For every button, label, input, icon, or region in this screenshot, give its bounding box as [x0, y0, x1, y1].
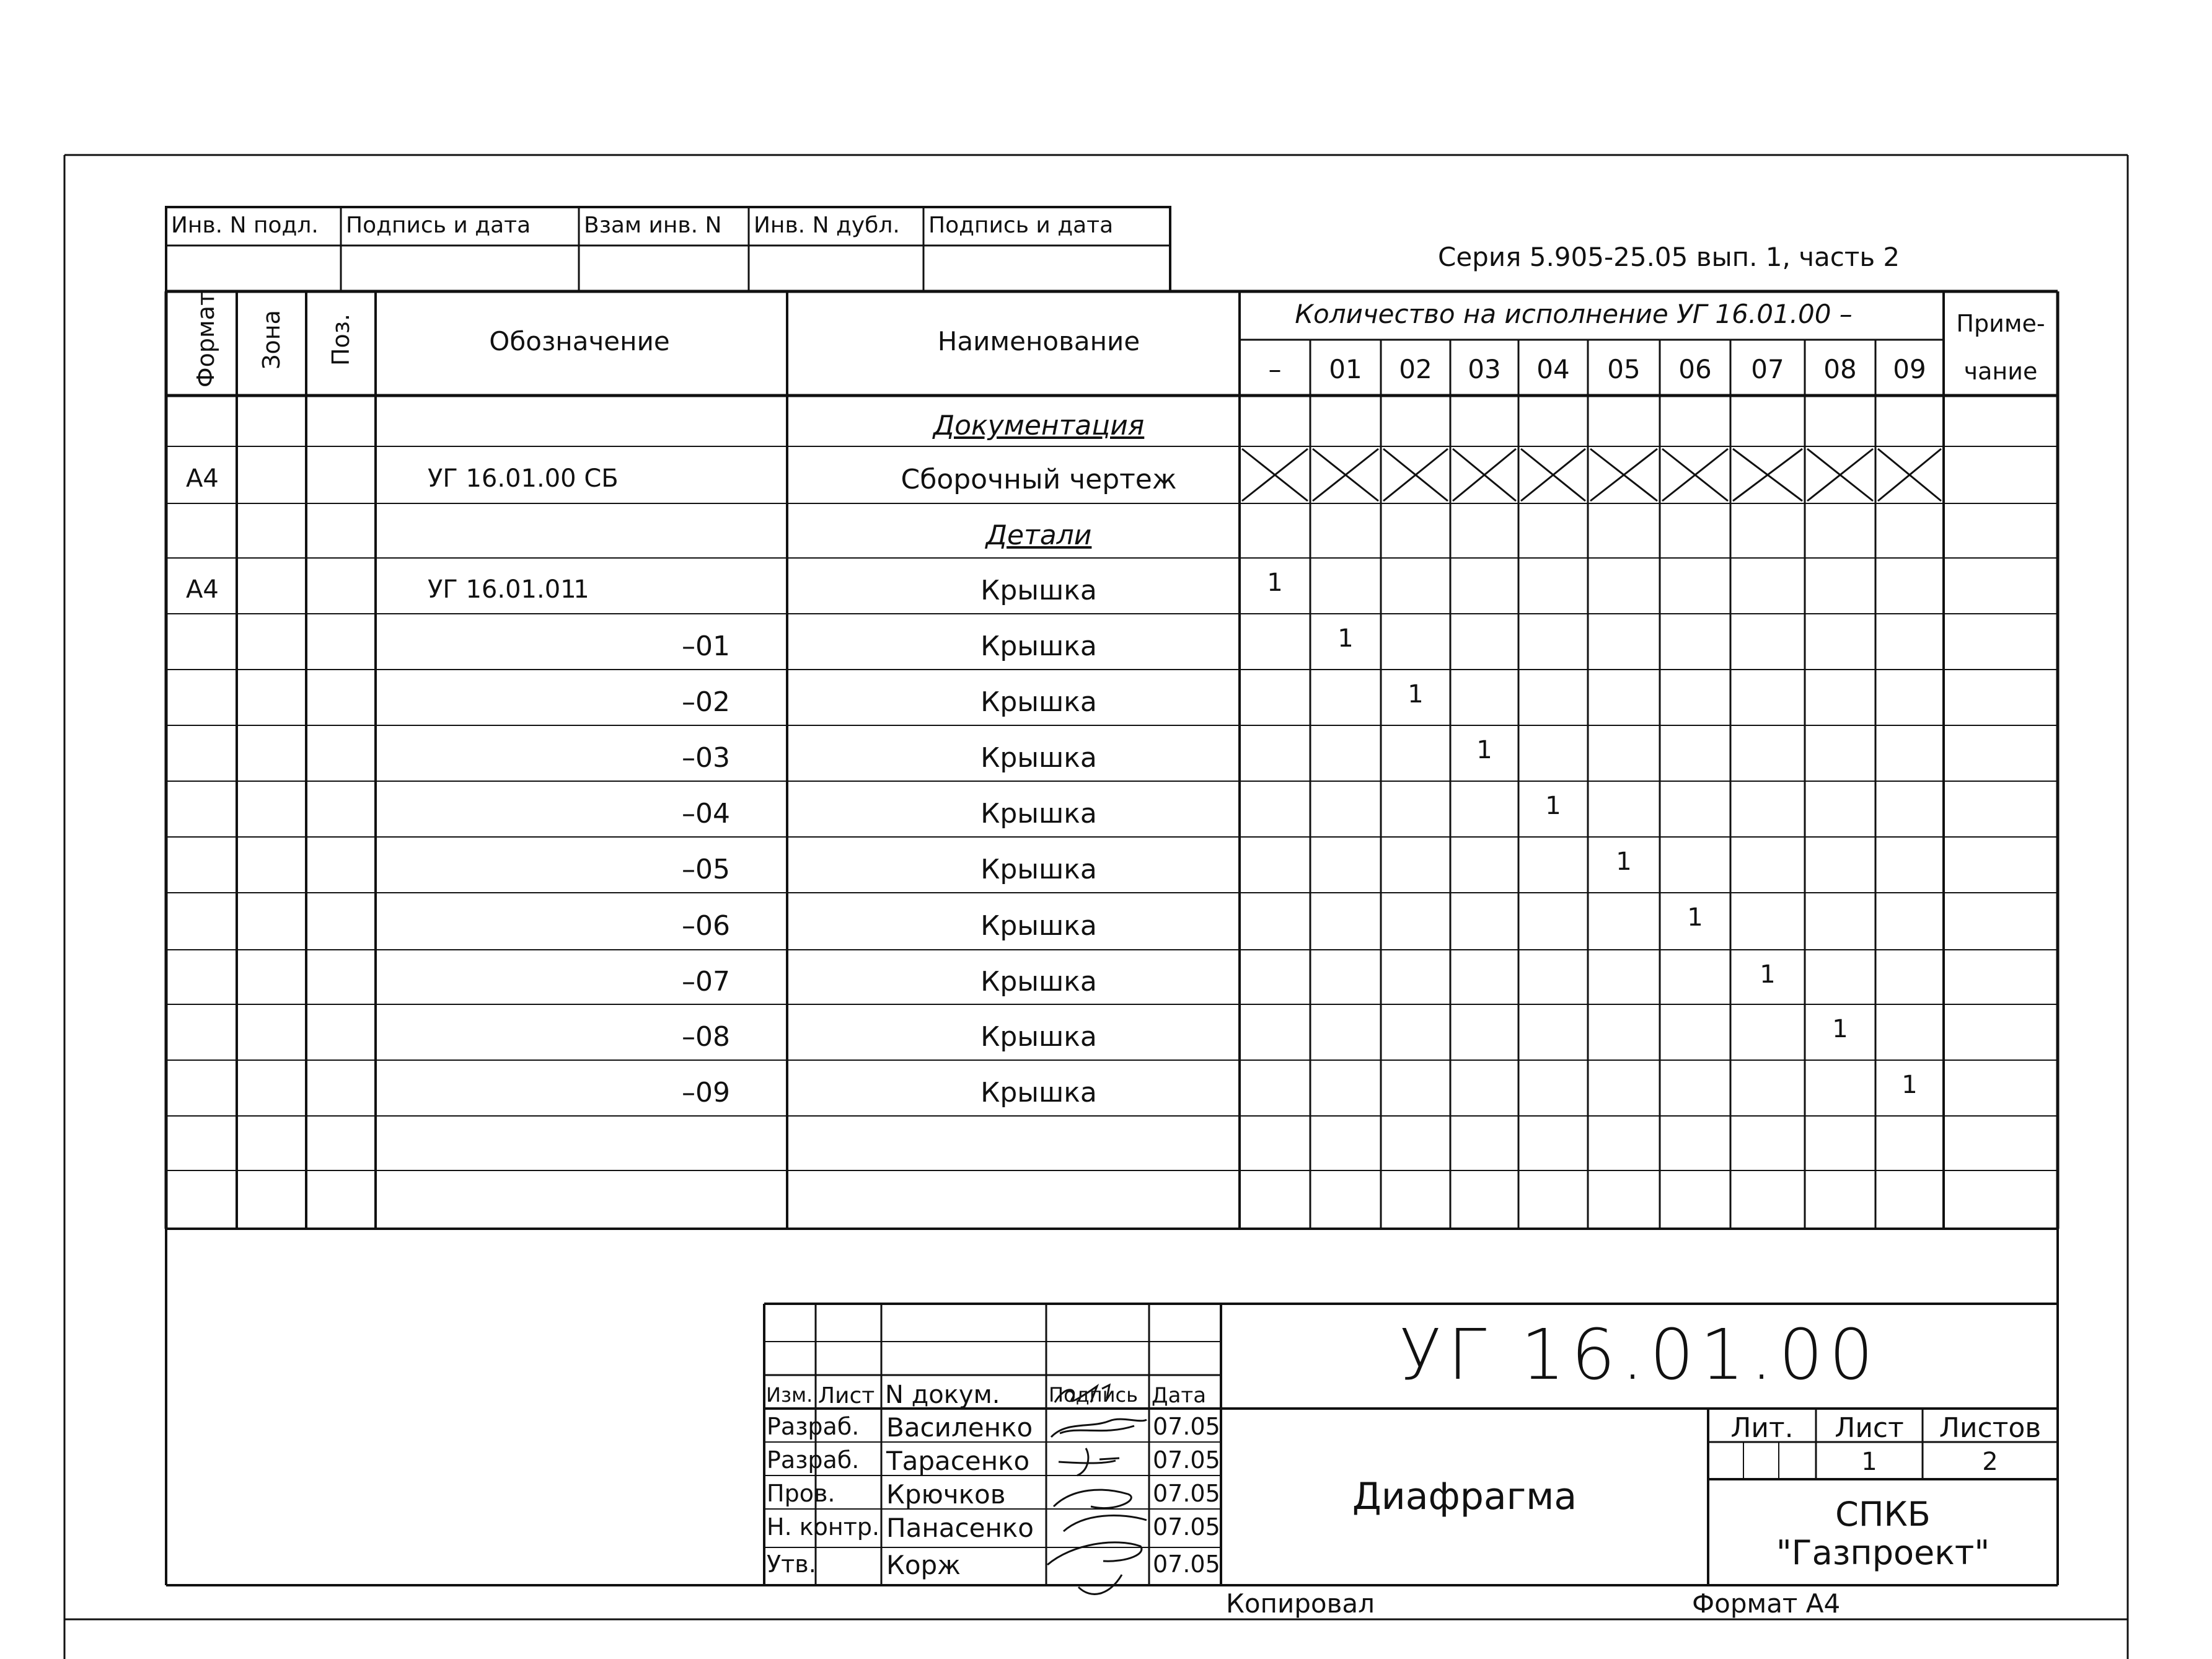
document-designation: УГ 16.01.00	[1399, 1315, 1880, 1396]
cell-designation: УГ 16.01.00 СБ	[428, 464, 619, 493]
cell-name: Крышка	[980, 630, 1097, 662]
cell-quantity: 1	[1267, 568, 1283, 597]
variant-col-header: 06	[1678, 354, 1712, 384]
signer-role: Пров.	[767, 1480, 835, 1507]
cell-name: Крышка	[980, 1077, 1097, 1108]
cell-name: Крышка	[980, 686, 1097, 718]
signer-role: Н. контр.	[767, 1513, 880, 1541]
cell-designation: УГ 16.01.01	[428, 575, 576, 604]
signer-role: Утв.	[767, 1551, 816, 1578]
signer-role: Разраб.	[767, 1446, 860, 1474]
cell-designation: –08	[682, 1021, 730, 1053]
signer-name: Крючков	[886, 1479, 1006, 1510]
cell-quantity: 1	[1545, 792, 1561, 820]
document-title: Диафрагма	[1352, 1475, 1577, 1518]
sheets-count: 2	[1982, 1448, 1998, 1476]
cell-name: Крышка	[980, 575, 1097, 606]
variant-col-header: 08	[1823, 354, 1857, 384]
cell-name: Сборочный чертеж	[901, 464, 1177, 495]
sheets-label: Листов	[1939, 1412, 2042, 1444]
header-format: Формат	[192, 291, 219, 388]
signature-vasilenko	[1055, 1385, 1109, 1402]
sheet-number: 1	[1861, 1448, 1877, 1476]
org-line1: СПКБ	[1835, 1495, 1931, 1534]
signer-date: 07.05	[1153, 1446, 1220, 1474]
cell-designation: –07	[682, 966, 730, 998]
stamp-label-vzam-inv: Взам инв. N	[584, 213, 722, 238]
header-zone: Зона	[258, 310, 285, 369]
cell-quantity: 1	[1901, 1071, 1918, 1099]
header-note-line1: Приме-	[1956, 310, 2045, 337]
signature-tarasenko	[1051, 1419, 1147, 1437]
cell-format: А4	[186, 575, 219, 604]
header-name: Наименование	[937, 326, 1140, 356]
signer-name: Панасенко	[886, 1513, 1034, 1543]
stamp-label-sign-date-1: Подпись и дата	[346, 213, 531, 238]
signer-date: 07.05	[1153, 1551, 1220, 1578]
cell-designation: –09	[682, 1077, 730, 1108]
signer-role: Разраб.	[767, 1413, 860, 1440]
signature-panasenko	[1054, 1490, 1147, 1531]
lit-label: Лит.	[1730, 1412, 1794, 1444]
variant-col-header: 07	[1751, 354, 1784, 384]
series-header: Серия 5.905-25.05 вып. 1, часть 2	[1438, 242, 1900, 272]
col-doc: N докум.	[885, 1381, 1000, 1409]
header-quantity: Количество на исполнение УГ 16.01.00 –	[1295, 299, 1853, 329]
cell-name: Крышка	[980, 854, 1097, 885]
variant-col-header: 02	[1399, 354, 1432, 384]
stamp-label-inv-podl: Инв. N подл.	[171, 213, 319, 238]
sheet-label: Лист	[1835, 1412, 1904, 1444]
signer-date: 07.05	[1153, 1513, 1220, 1541]
variant-col-header: 01	[1329, 354, 1362, 384]
signature-korzh	[1047, 1542, 1142, 1595]
signer-name: Василенко	[886, 1412, 1033, 1443]
cell-designation: –04	[682, 798, 730, 830]
col-sign: Подпись	[1049, 1383, 1138, 1407]
cell-name: Крышка	[980, 910, 1097, 942]
cell-designation: –03	[682, 742, 730, 774]
footer-format: Формат А4	[1692, 1588, 1841, 1619]
variant-col-header: 03	[1468, 354, 1501, 384]
section-heading: Детали	[985, 520, 1092, 551]
cell-quantity: 1	[1687, 903, 1703, 932]
variant-col-header: 04	[1536, 354, 1570, 384]
cell-name: Крышка	[980, 798, 1097, 830]
cell-designation: –05	[682, 854, 730, 885]
signer-name: Тарасенко	[886, 1446, 1030, 1476]
footer-copied: Копировал	[1226, 1588, 1375, 1619]
cell-name: Крышка	[980, 966, 1097, 998]
signature-kryuchkov	[1059, 1448, 1119, 1475]
org-line2: "Газпроект"	[1776, 1533, 1990, 1572]
stamp-label-inv-dubl: Инв. N дубл.	[754, 213, 900, 238]
cell-designation: –01	[682, 630, 730, 662]
header-designation: Обозначение	[489, 326, 670, 356]
cell-designation: –06	[682, 910, 730, 942]
col-list: Лист	[818, 1383, 875, 1409]
header-note-line2: чание	[1963, 358, 2038, 385]
variant-col-header: 05	[1607, 354, 1641, 384]
cell-quantity: 1	[1337, 624, 1354, 653]
stamp-label-sign-date-2: Подпись и дата	[928, 213, 1114, 238]
cell-name: Крышка	[980, 742, 1097, 774]
col-izm: Изм.	[766, 1383, 813, 1407]
cell-pos: 1	[573, 575, 589, 604]
cell-quantity: 1	[1476, 736, 1492, 764]
cell-quantity: 1	[1760, 960, 1776, 989]
cell-format: А4	[186, 464, 219, 493]
signer-date: 07.05	[1153, 1413, 1220, 1440]
cell-name: Крышка	[980, 1021, 1097, 1053]
cell-quantity: 1	[1832, 1015, 1848, 1043]
cell-designation: –02	[682, 686, 730, 718]
header-pos: Поз.	[327, 313, 355, 366]
signer-name: Корж	[886, 1550, 961, 1580]
cell-quantity: 1	[1408, 680, 1424, 709]
cell-quantity: 1	[1616, 847, 1632, 876]
section-heading: Документация	[933, 410, 1145, 441]
variant-col-header: –	[1268, 354, 1282, 384]
signer-date: 07.05	[1153, 1480, 1220, 1507]
variant-col-header: 09	[1893, 354, 1926, 384]
col-date: Дата	[1152, 1383, 1207, 1408]
